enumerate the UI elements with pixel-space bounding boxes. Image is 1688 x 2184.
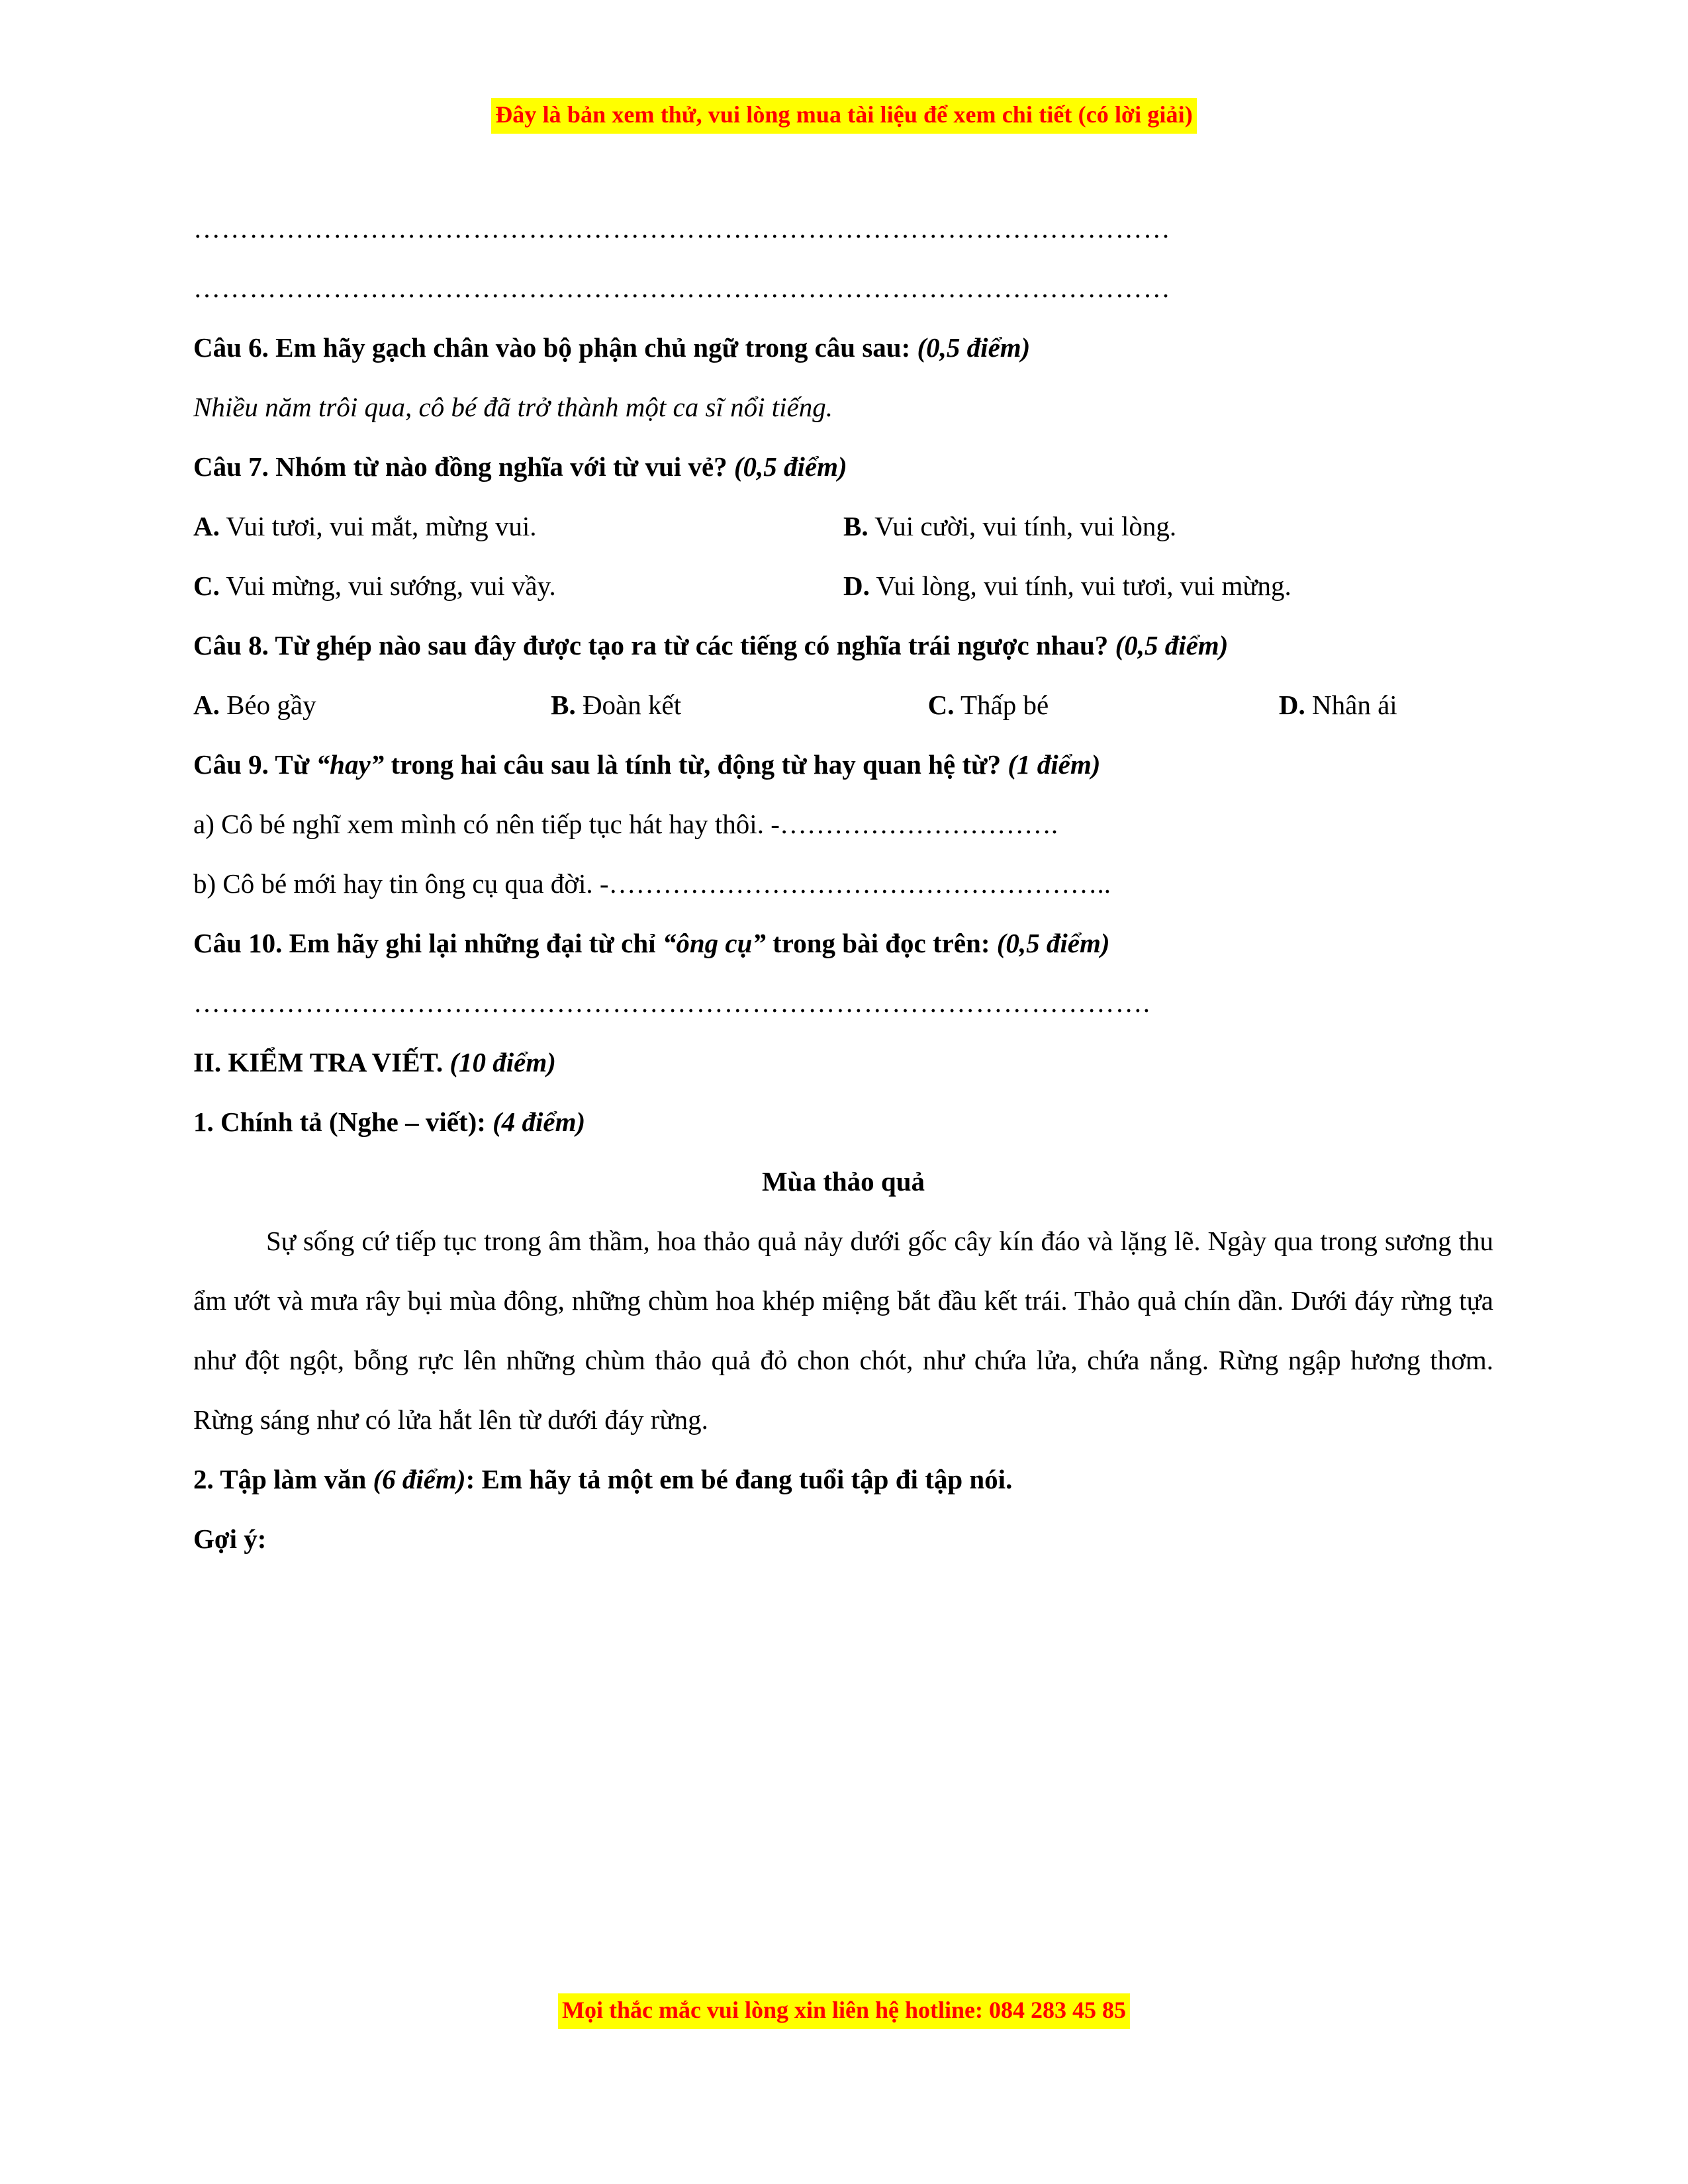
part-1-points: (4 điểm)	[492, 1107, 586, 1137]
part-2-task: : Em hãy tả một em bé đang tuổi tập đi tập nói.	[465, 1464, 1013, 1494]
question-10-prompt-before: Em hãy ghi lại những đại từ chỉ	[282, 928, 663, 958]
answer-dots-line-2: ……………………………………………………………………………………………	[193, 273, 1171, 303]
option-b-key: B.	[843, 511, 868, 541]
question-6-prompt: Em hãy gạch chân vào bộ phận chủ ngữ trong câu sau:	[268, 332, 911, 363]
document-body	[193, 199, 1493, 1569]
option-a-text: Vui tươi, vui mắt, mừng vui.	[219, 511, 537, 541]
option-d-key: D.	[843, 570, 870, 601]
question-7-label: Câu 7.	[193, 451, 269, 482]
part-1-heading	[193, 1092, 1493, 1152]
question-6-points: (0,5 điểm)	[917, 332, 1031, 363]
question-7-points: (0,5 điểm)	[733, 451, 847, 482]
hint-label: Gợi ý:	[193, 1524, 267, 1554]
question-9-sub-item-a	[193, 794, 1493, 854]
section-2-heading	[193, 1032, 1493, 1092]
sub-item-a-answer-dots[interactable]: ………………………….	[779, 809, 1058, 839]
option-b-text: Đoàn kết	[575, 690, 682, 720]
option-d-key: D.	[1278, 690, 1305, 720]
question-9-quoted-word: “hay”	[316, 749, 385, 780]
sub-item-b-answer-dots[interactable]: ………………………………………………..	[608, 868, 1111, 899]
question-6-label: Câu 6.	[193, 332, 269, 363]
question-7-options-row-2	[193, 556, 1493, 615]
dictation-passage: Sự sống cứ tiếp tục trong âm thầm, hoa thảo quả nảy dưới gốc cây kín đáo và lặng lẽ. Ngày qua trong sương thu ẩm ướt và mưa rây bụi mùa đông, những chùm hoa khép miệng bắt đầu kết trái. Thảo quả chín dần. Dưới đáy rừng tựa như đột ngột, bỗng rực lên những chùm thảo quả đỏ chon chót, như chứa lửa, chứa nắng. Rừng ngập hương thơm. Rừng sáng như có lửa hắt lên từ dưới đáy rừng.	[193, 1226, 1493, 1435]
sub-item-b-text: Cô bé mới hay tin ông cụ qua đời. -	[216, 868, 609, 899]
part-2-heading	[193, 1449, 1493, 1509]
question-7-heading	[193, 437, 1493, 496]
question-10-heading	[193, 913, 1493, 973]
option-c-text: Vui mừng, vui sướng, vui vầy.	[219, 570, 556, 601]
question-9-prompt-before: Từ	[268, 749, 316, 780]
question-10-answer-dots[interactable]: ………………………………………………………………………………………….	[193, 987, 1151, 1018]
option-d-text: Nhân ái	[1305, 690, 1397, 720]
question-7-prompt: Nhóm từ nào đồng nghĩa với từ vui vẻ?	[268, 451, 727, 482]
question-8-points: (0,5 điểm)	[1115, 630, 1229, 660]
option-b-text: Vui cười, vui tính, vui lòng.	[868, 511, 1177, 541]
section-2-title: II. KIỂM TRA VIẾT.	[193, 1047, 444, 1077]
option-b-key: B.	[551, 690, 576, 720]
question-9-label: Câu 9.	[193, 749, 269, 780]
question-9-sub-item-b	[193, 854, 1493, 913]
option-a-text: Béo gầy	[219, 690, 316, 720]
question-10-prompt-after: trong bài đọc trên:	[765, 928, 990, 958]
section-2-points: (10 điểm)	[449, 1047, 556, 1077]
question-7-option-c[interactable]	[193, 556, 843, 615]
hint-label-row	[193, 1509, 1493, 1569]
part-1-label: 1. Chính tả (Nghe – viết):	[193, 1107, 486, 1137]
question-8-option-a[interactable]	[193, 675, 551, 735]
preview-notice-banner	[0, 98, 1688, 134]
option-d-text: Vui lòng, vui tính, vui tươi, vui mừng.	[869, 570, 1291, 601]
question-8-prompt: Từ ghép nào sau đây được tạo ra từ các tiếng có nghĩa trái ngược nhau?	[268, 630, 1109, 660]
hotline-banner	[0, 1993, 1688, 2029]
option-a-key: A.	[193, 511, 220, 541]
question-8-label: Câu 8.	[193, 630, 269, 660]
question-9-heading	[193, 735, 1493, 794]
question-7-option-b[interactable]	[843, 496, 1493, 556]
question-8-options-row	[193, 675, 1493, 735]
question-8-option-c[interactable]	[928, 675, 1279, 735]
question-10-points: (0,5 điểm)	[996, 928, 1110, 958]
question-10-label: Câu 10.	[193, 928, 283, 958]
question-8-heading	[193, 615, 1493, 675]
option-c-text: Thấp bé	[954, 690, 1049, 720]
option-c-key: C.	[927, 690, 955, 720]
question-8-option-b[interactable]	[551, 675, 928, 735]
question-6-sentence: Nhiều năm trôi qua, cô bé đã trở thành một ca sĩ nổi tiếng.	[193, 392, 833, 422]
part-2-label: 2. Tập làm văn	[193, 1464, 373, 1494]
preview-notice-text: Đây là bản xem thử, vui lòng mua tài liệu để xem chi tiết (có lời giải)	[491, 98, 1197, 134]
question-7-options-row-1	[193, 496, 1493, 556]
question-9-prompt-after: trong hai câu sau là tính từ, động từ hay quan hệ từ?	[384, 749, 1002, 780]
question-9-points: (1 điểm)	[1008, 749, 1101, 780]
sub-item-a-key: a)	[193, 809, 214, 839]
part-2-points: (6 điểm)	[373, 1464, 466, 1494]
hotline-text: Mọi thắc mắc vui lòng xin liên hệ hotline: 084 283 45 85	[558, 1993, 1130, 2029]
question-7-option-d[interactable]	[843, 556, 1493, 615]
question-6-heading	[193, 318, 1493, 377]
option-c-key: C.	[193, 570, 220, 601]
question-8-option-d[interactable]	[1279, 675, 1493, 735]
sub-item-a-text: Cô bé nghĩ xem mình có nên tiếp tục hát hay thôi. -	[214, 809, 780, 839]
option-a-key: A.	[193, 690, 220, 720]
answer-dots-line-1: ……………………………………………………………………………………………	[193, 213, 1171, 244]
question-6-sentence-row	[193, 377, 1493, 437]
question-10-quoted-word: “ông cụ”	[662, 928, 766, 958]
dictation-title: Mùa thảo quả	[761, 1166, 925, 1197]
question-7-option-a[interactable]	[193, 496, 843, 556]
sub-item-b-key: b)	[193, 868, 216, 899]
